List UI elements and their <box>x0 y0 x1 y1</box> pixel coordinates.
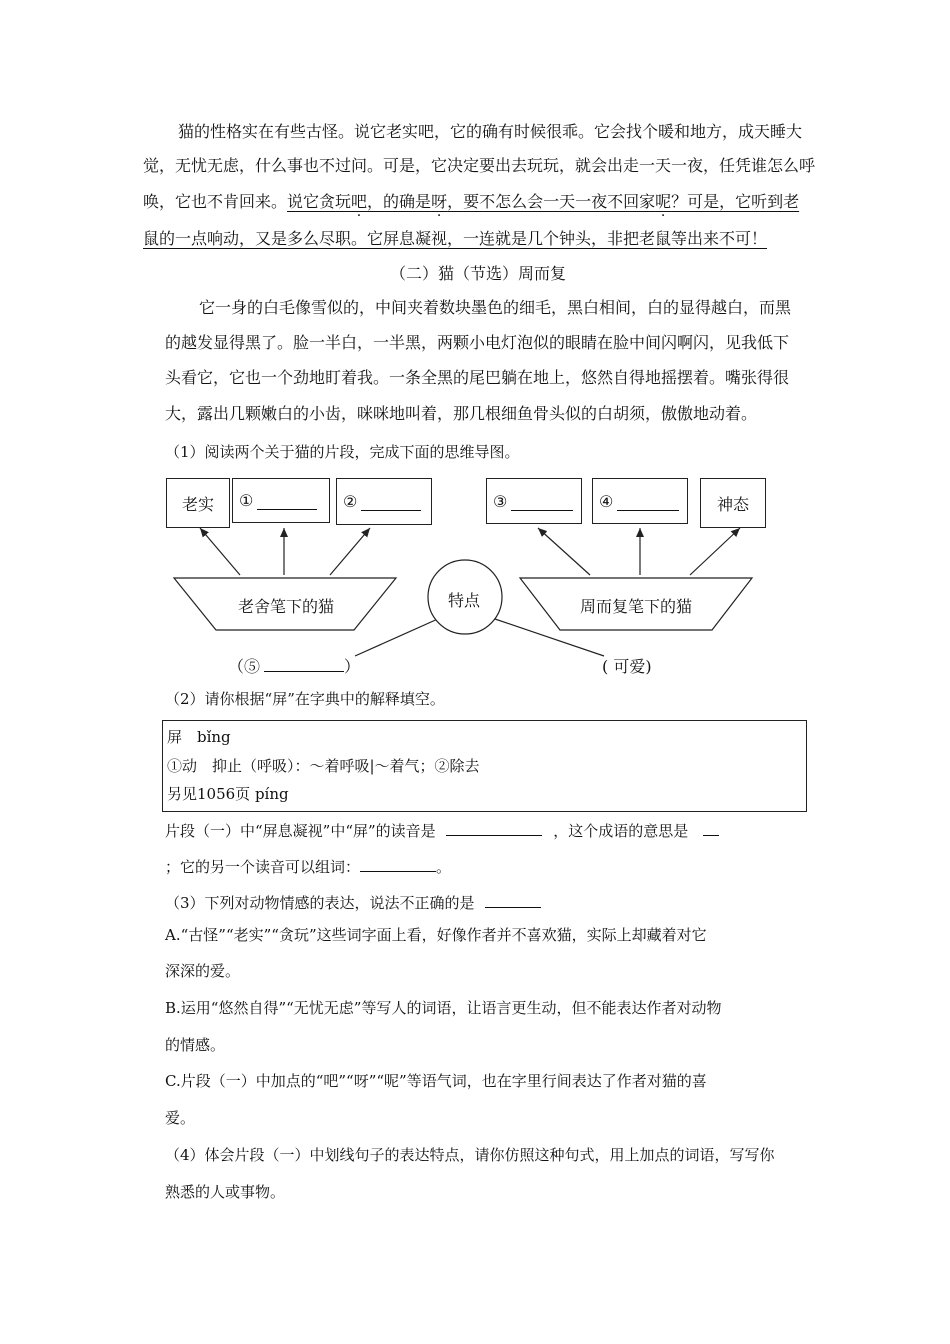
paren-close: ） <box>344 657 361 676</box>
q2-fill-line-2 <box>165 856 451 877</box>
mindmap-box-shentai-label: 神态 <box>716 494 749 514</box>
underline-segment-2: ，的确是 <box>367 192 432 211</box>
passage1-line3-plain: 唤，它也不肯回来。 <box>143 192 288 211</box>
dict-line-2: ①动 抑止（呼吸）：～着呼吸|～着气；②除去 <box>167 757 480 775</box>
mindmap-box-laoshi-label: 老实 <box>181 494 214 514</box>
blank-5-number: ⑤ <box>244 657 261 676</box>
option-c-line-2: 爱。 <box>165 1109 196 1127</box>
passage2-line2: 的越发显得黑了。脸一半白，一半黑，两颗小电灯泡似的眼睛在脸中间闪啊闪，见我低下 <box>165 333 790 352</box>
arrow-right-3 <box>690 528 740 575</box>
q3-answer-blank[interactable] <box>485 893 541 908</box>
paren-open: （ <box>228 657 245 676</box>
option-a-line-2: 深深的爱。 <box>165 962 241 980</box>
right-bottom-label: ( 可爱) <box>602 657 652 676</box>
arrow-right-1 <box>538 528 590 575</box>
passage2-line1: 它一身的白毛像雪似的，中间夹着数块墨色的细毛，黑白相间，白的显得越白，而黑 <box>199 298 792 317</box>
dict-line-3: 另见1056页 píng <box>167 785 289 803</box>
mindmap-blank-5[interactable] <box>264 655 344 672</box>
option-c-line-1: C.片段（一）中加点的“吧”“呀”“呢”等语气词，也在字里行间表达了作者对猫的喜 <box>165 1072 707 1090</box>
mindmap-box-1[interactable] <box>232 478 330 523</box>
mindmap-blank-1[interactable] <box>257 491 317 510</box>
mindmap-box-3-label: ③ <box>493 491 508 511</box>
dotted-word-ne: 呢 <box>655 192 672 211</box>
mindmap-blank-4[interactable] <box>617 492 679 511</box>
q2-fill-d: 。 <box>436 858 452 876</box>
underline-segment-1: 说它贪玩 <box>287 192 352 211</box>
right-center-label: 周而复笔下的猫 <box>580 597 693 616</box>
mindmap-box-2[interactable] <box>336 478 432 525</box>
hub-line-left <box>355 618 440 656</box>
mindmap-box-laoshi <box>166 478 230 528</box>
mindmap-box-3[interactable] <box>486 478 582 524</box>
q2-prompt: （2）请你根据“屏”在字典中的解释填空。 <box>165 690 445 708</box>
underline-segment-3: ，要不怎么会一天一夜不回家 <box>447 192 656 211</box>
option-b-line-2: 的情感。 <box>165 1036 226 1054</box>
q2-fill-a: 片段（一）中“屏息凝视”中“屏”的读音是 <box>165 822 436 840</box>
mindmap-box-4[interactable] <box>592 478 688 524</box>
passage2-line4: 大，露出几颗嫩白的小齿，咪咪地叫着，那几根细鱼骨头似的白胡须，傲傲地动着。 <box>165 404 758 423</box>
q2-fill-line-1 <box>165 820 719 841</box>
q4-line-1: （4）体会片段（一）中划线句子的表达特点，请你仿照这种句式，用上加点的词语，写写你 <box>165 1146 775 1164</box>
arrow-left-3 <box>330 528 370 575</box>
mindmap-box-2-label: ② <box>343 492 358 511</box>
hub-label: 特点 <box>448 591 481 610</box>
passage2-line3: 头看它，它也一个劲地盯着我。一条全黑的尾巴躺在地上，悠然自得地摇摆着。嘴张得很 <box>165 368 790 387</box>
passage1-line1: 猫的性格实在有些古怪。说它老实吧，它的确有时候很乖。它会找个暖和地方，成天睡大 <box>178 122 803 141</box>
word-blank[interactable] <box>360 857 436 872</box>
dictionary-entry-box <box>162 720 807 812</box>
mindmap-blank-3[interactable] <box>511 492 573 511</box>
mindmap-box-shentai <box>700 478 766 528</box>
pronunciation-blank[interactable] <box>446 821 542 836</box>
passage1-line2: 觉，无忧无虑，什么事也不过问。可是，它决定要出去玩玩，就会出走一天一夜，任凭谁怎么呼 <box>143 156 816 175</box>
passage1-line4: 鼠的一点响动，又是多么尽职。它屏息凝视，一连就是几个钟头，非把老鼠等出来不可！ <box>143 229 768 248</box>
q4-line-2: 熟悉的人或事物。 <box>165 1183 286 1201</box>
q2-fill-c: ；它的另一个读音可以组词： <box>165 858 361 876</box>
meaning-blank[interactable] <box>703 821 719 836</box>
underline-segment-4: ？可是，它听到老 <box>671 192 800 211</box>
q1-prompt: （1）阅读两个关于猫的片段，完成下面的思维导图。 <box>165 443 520 461</box>
q2-fill-b: ，这个成语的意思是 <box>553 822 689 840</box>
q3-prompt: （3）下列对动物情感的表达，说法不正确的是 <box>165 894 475 912</box>
mindmap-blank-5-group <box>228 654 360 677</box>
option-b-line-1: B.运用“悠然自得”“无忧无虑”等写人的词语，让语言更生动，但不能表达作者对动物 <box>165 999 722 1017</box>
passage2-title: （二）猫（节选）周而复 <box>390 264 567 283</box>
q3-prompt-line <box>165 892 541 913</box>
mindmap-box-4-label: ④ <box>599 491 614 511</box>
option-a-line-1: A.“古怪”“老实”“贪玩”这些词字面上看，好像作者并不喜欢猫，实际上却藏着对它 <box>165 926 707 944</box>
dotted-word-ba: 吧 <box>351 192 368 211</box>
dotted-word-ya: 呀 <box>431 192 448 211</box>
arrow-left-1 <box>200 528 240 575</box>
mindmap-box-1-label: ① <box>239 491 254 510</box>
mindmap-blank-2[interactable] <box>361 492 421 511</box>
left-center-label: 老舍笔下的猫 <box>238 597 335 616</box>
dict-line-1: 屏 bǐng <box>167 728 231 746</box>
